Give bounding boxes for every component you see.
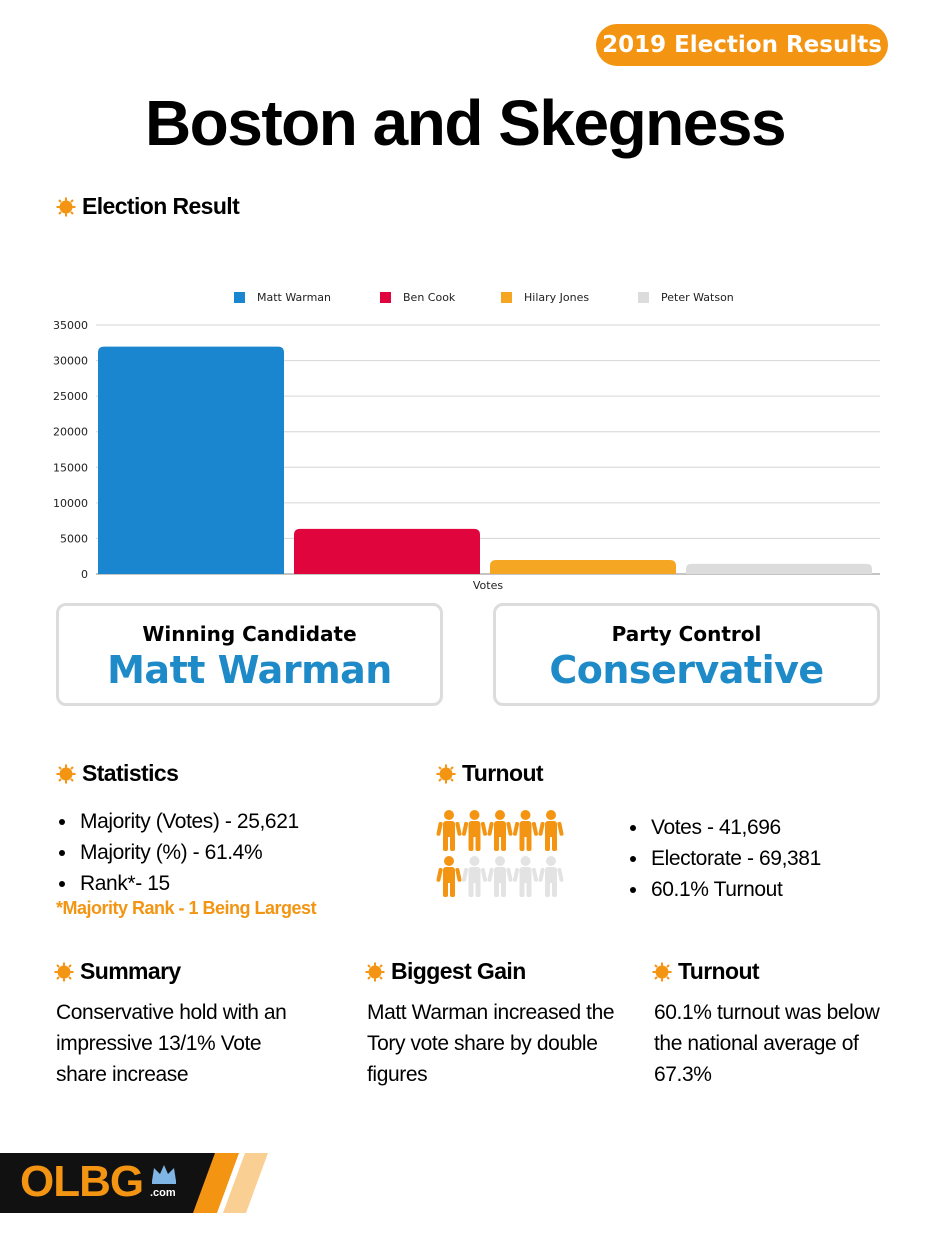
list-item: Majority (%) - 61.4% — [56, 837, 299, 868]
crown-icon — [150, 1163, 178, 1185]
x-axis-label: Votes — [472, 579, 504, 592]
y-tick-label: 20000 — [53, 425, 88, 439]
summary-heading — [54, 958, 181, 985]
legend-label: Hilary Jones — [524, 291, 590, 304]
y-tick-label: 30000 — [53, 354, 88, 368]
turnout-heading — [436, 760, 543, 787]
summary-label: Summary — [80, 958, 181, 984]
statistics-heading — [56, 760, 178, 787]
bar-ben-cook — [294, 529, 480, 574]
y-tick-label: 10000 — [53, 496, 88, 510]
election-result-label: Election Result — [82, 193, 240, 219]
olbg-domain: .com — [150, 1187, 176, 1199]
person-icon — [462, 810, 488, 851]
election-result-heading — [56, 193, 239, 220]
turnout-detail-label: Turnout — [678, 958, 759, 984]
list-item: Rank*- 15 — [56, 868, 299, 899]
legend-swatch — [234, 292, 245, 303]
person-icon — [513, 856, 539, 897]
y-tick-label: 15000 — [53, 461, 88, 475]
legend-label: Matt Warman — [257, 291, 332, 304]
legend-label: Ben Cook — [403, 291, 456, 304]
person-icon — [487, 810, 513, 851]
sun-bullet-icon — [54, 962, 74, 982]
sun-bullet-icon — [56, 197, 76, 217]
summary-text: Conservative hold with an impressive 13/1% Vote share increase — [56, 1001, 287, 1086]
person-icon — [487, 856, 513, 897]
legend-swatch — [501, 292, 512, 303]
biggest-gain-heading — [365, 958, 526, 985]
person-icon — [513, 810, 539, 851]
bar-matt-warman — [98, 347, 284, 574]
person-icon — [538, 856, 564, 897]
person-icon — [538, 810, 564, 851]
legend-swatch — [638, 292, 649, 303]
y-tick-label: 25000 — [53, 390, 88, 404]
statistics-label: Statistics — [82, 760, 179, 786]
y-tick-label: 5000 — [60, 532, 88, 546]
page-title: Boston and Skegness — [144, 87, 786, 159]
biggest-gain-label: Biggest Gain — [391, 958, 526, 984]
winning-candidate-name: Matt Warman — [107, 648, 392, 692]
list-item: Votes - 41,696 — [627, 812, 821, 843]
biggest-gain-text: Matt Warman increased the Tory vote share by double figures — [367, 1001, 615, 1086]
sun-bullet-icon — [365, 962, 385, 982]
bar-peter-watson — [686, 564, 872, 574]
turnout-detail-text: 60.1% turnout was below the national average of 67.3% — [654, 1001, 880, 1086]
year-badge: 2019 Election Results — [596, 24, 888, 66]
sun-bullet-icon — [56, 764, 76, 784]
winning-candidate-label: Winning Candidate — [142, 622, 357, 646]
list-item: Majority (Votes) - 25,621 — [56, 806, 299, 837]
winning-candidate-card — [56, 603, 443, 706]
party-control-card — [493, 603, 880, 706]
election-result-chart — [0, 280, 930, 600]
turnout-list — [627, 812, 821, 905]
list-item: Electorate - 69,381 — [627, 843, 821, 874]
party-control-name: Conservative — [549, 648, 824, 692]
majority-rank-note: *Majority Rank - 1 Being Largest — [56, 898, 317, 918]
party-control-label: Party Control — [611, 622, 762, 646]
sun-bullet-icon — [652, 962, 672, 982]
sun-bullet-icon — [436, 764, 456, 784]
bar-hilary-jones — [490, 560, 676, 574]
list-item: 60.1% Turnout — [627, 874, 821, 905]
y-tick-label: 0 — [81, 568, 88, 581]
olbg-logo: OLBG — [20, 1157, 144, 1206]
turnout-people-graphic — [436, 810, 576, 905]
y-tick-label: 35000 — [53, 319, 88, 332]
legend-swatch — [380, 292, 391, 303]
statistics-list — [56, 806, 299, 899]
legend-label: Peter Watson — [661, 291, 734, 304]
turnout-label: Turnout — [462, 760, 543, 786]
turnout-detail-heading — [652, 958, 759, 985]
person-icon — [436, 810, 462, 851]
person-icon — [462, 856, 488, 897]
person-icon — [436, 856, 462, 897]
